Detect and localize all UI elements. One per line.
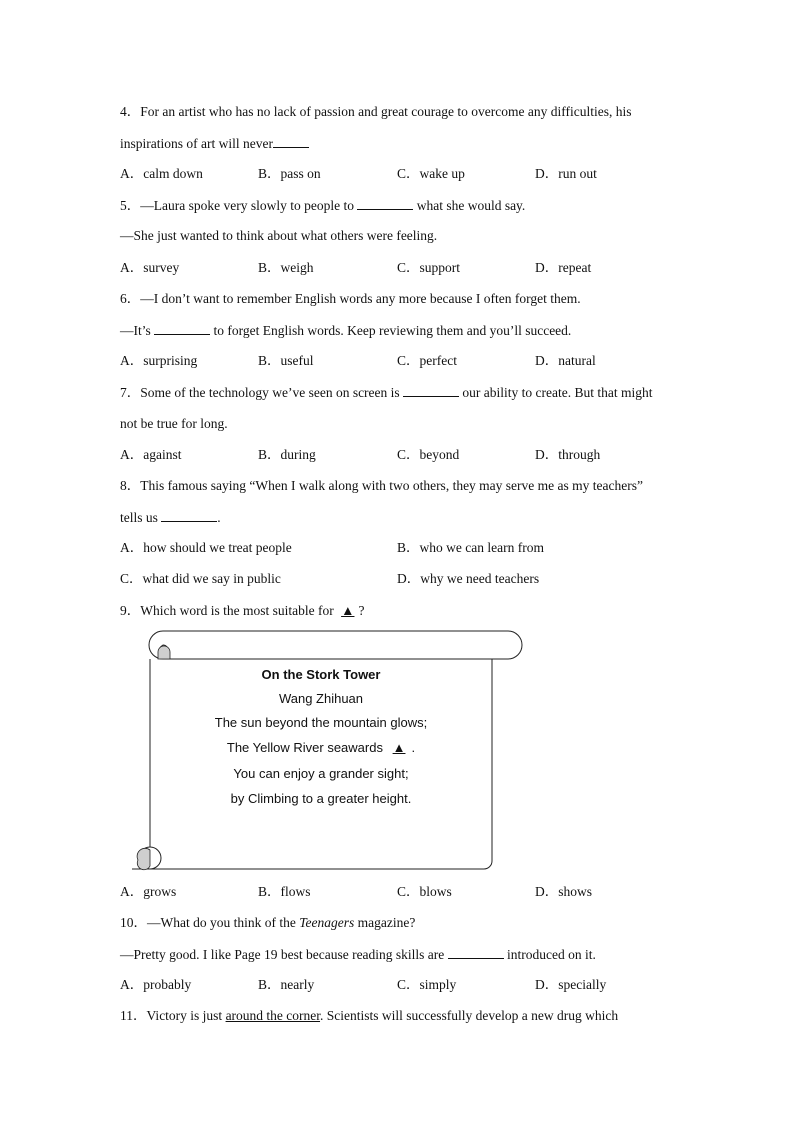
option-d[interactable]: D．shows (535, 884, 593, 899)
poem-line-2-b: . (411, 740, 416, 755)
option-a[interactable]: A．grows (120, 884, 177, 899)
option-d[interactable]: D．run out (535, 166, 597, 181)
answer-blank (273, 134, 309, 148)
question-5-line-1 (120, 196, 525, 215)
question-8-options-row-1 (120, 539, 680, 557)
option-a[interactable]: A．surprising (120, 353, 198, 368)
question-9-stem-a: 9．Which word is the most suitable for (120, 603, 338, 618)
poem-line-4: by Climbing to a greater height. (230, 791, 412, 806)
option-c[interactable]: C．what did we say in public (120, 571, 281, 586)
question-4-stem: inspirations of art will never (120, 136, 273, 151)
option-b[interactable]: B．who we can learn from (397, 540, 544, 555)
question-9-line-1 (120, 602, 364, 620)
question-6-stem-a: —It’s (120, 323, 155, 338)
question-10-line-1 (120, 914, 415, 932)
option-b[interactable]: B．pass on (258, 166, 321, 181)
option-a[interactable]: A．calm down (120, 166, 203, 181)
question-8-line-2 (120, 508, 221, 527)
question-8-stem-b: . (217, 510, 221, 525)
question-9-stem-b: ? (358, 603, 365, 618)
option-d[interactable]: D．repeat (535, 260, 592, 275)
question-4-line-2 (120, 134, 309, 153)
option-c[interactable]: C．support (397, 260, 461, 275)
option-c[interactable]: C．beyond (397, 447, 460, 462)
option-b[interactable]: B．flows (258, 884, 311, 899)
magazine-name: Teenagers (299, 915, 355, 930)
question-10-stem-b: magazine? (354, 915, 416, 930)
poem-line-2 (150, 739, 492, 757)
question-4-options (120, 165, 680, 183)
underlined-phrase: around the corner (225, 1008, 321, 1023)
question-5-stem-b: what she would say. (413, 198, 526, 213)
question-10-line-2-b: introduced on it. (503, 947, 596, 962)
question-7-stem-b: our ability to create. But that might (459, 385, 653, 400)
question-6-line-2 (120, 321, 571, 340)
option-c[interactable]: C．simply (397, 977, 457, 992)
answer-blank (448, 945, 504, 959)
option-b[interactable]: B．weigh (258, 260, 314, 275)
question-8-line-1: 8．This famous saying “When I walk along with two others, they may serve me as my teachers” (120, 478, 643, 493)
question-7-line-1 (120, 383, 653, 402)
option-d[interactable]: D．through (535, 447, 601, 462)
question-5-options (120, 259, 680, 277)
poem-author: Wang Zhihuan (278, 691, 364, 706)
question-7-stem-a: 7．Some of the technology we’ve seen on screen is (120, 385, 404, 400)
option-b[interactable]: B．nearly (258, 977, 315, 992)
question-6-options (120, 352, 680, 370)
option-b[interactable]: B．useful (258, 353, 314, 368)
question-10-stem-a: 10．—What do you think of the (120, 915, 300, 930)
question-8-stem-a: tells us (120, 510, 162, 525)
option-a[interactable]: A．probably (120, 977, 192, 992)
question-5-line-2: —She just wanted to think about what others were feeling. (120, 228, 438, 243)
question-6-stem-b: to forget English words. Keep reviewing them and you’ll succeed. (210, 323, 572, 338)
option-c[interactable]: C．wake up (397, 166, 465, 181)
question-11-line-1 (120, 1007, 618, 1025)
option-d[interactable]: D．why we need teachers (397, 571, 540, 586)
option-a[interactable]: A．against (120, 447, 182, 462)
option-d[interactable]: D．natural (535, 353, 596, 368)
question-5-stem-a: 5．—Laura spoke very slowly to people to (120, 198, 358, 213)
triangle-mark-icon: ▲ (392, 740, 406, 755)
question-4-line-1: 4．For an artist who has no lack of passion and great courage to overcome any difficulties, his (120, 104, 632, 119)
question-6-line-1: 6．—I don’t want to remember English words any more because I often forget them. (120, 291, 581, 306)
poem-line-1: The sun beyond the mountain glows; (214, 715, 428, 730)
question-11-stem-a: 11．Victory is just (120, 1008, 226, 1023)
poem-line-3: You can enjoy a grander sight; (233, 766, 409, 781)
option-a[interactable]: A．how should we treat people (120, 540, 292, 555)
option-a[interactable]: A．survey (120, 260, 180, 275)
question-11-stem-b: . Scientists will successfully develop a new drug which (320, 1008, 619, 1023)
answer-blank (357, 196, 413, 210)
question-10-options (120, 976, 680, 994)
option-d[interactable]: D．specially (535, 977, 607, 992)
poem-title: On the Stork Tower (261, 667, 381, 682)
question-10-line-2-a: —Pretty good. I like Page 19 best because reading skills are (120, 947, 448, 962)
option-c[interactable]: C．blows (397, 884, 452, 899)
option-c[interactable]: C．perfect (397, 353, 457, 368)
question-8-options-row-2 (120, 570, 680, 588)
poem-line-2-a: The Yellow River seawards (226, 740, 387, 755)
question-9-options (120, 883, 680, 901)
question-7-line-2: not be true for long. (120, 416, 228, 431)
option-b[interactable]: B．during (258, 447, 316, 462)
question-7-options (120, 446, 680, 464)
triangle-mark-icon: ▲ (341, 603, 355, 618)
question-10-line-2 (120, 945, 596, 964)
answer-blank (403, 383, 459, 397)
answer-blank (161, 508, 217, 522)
answer-blank (154, 321, 210, 335)
